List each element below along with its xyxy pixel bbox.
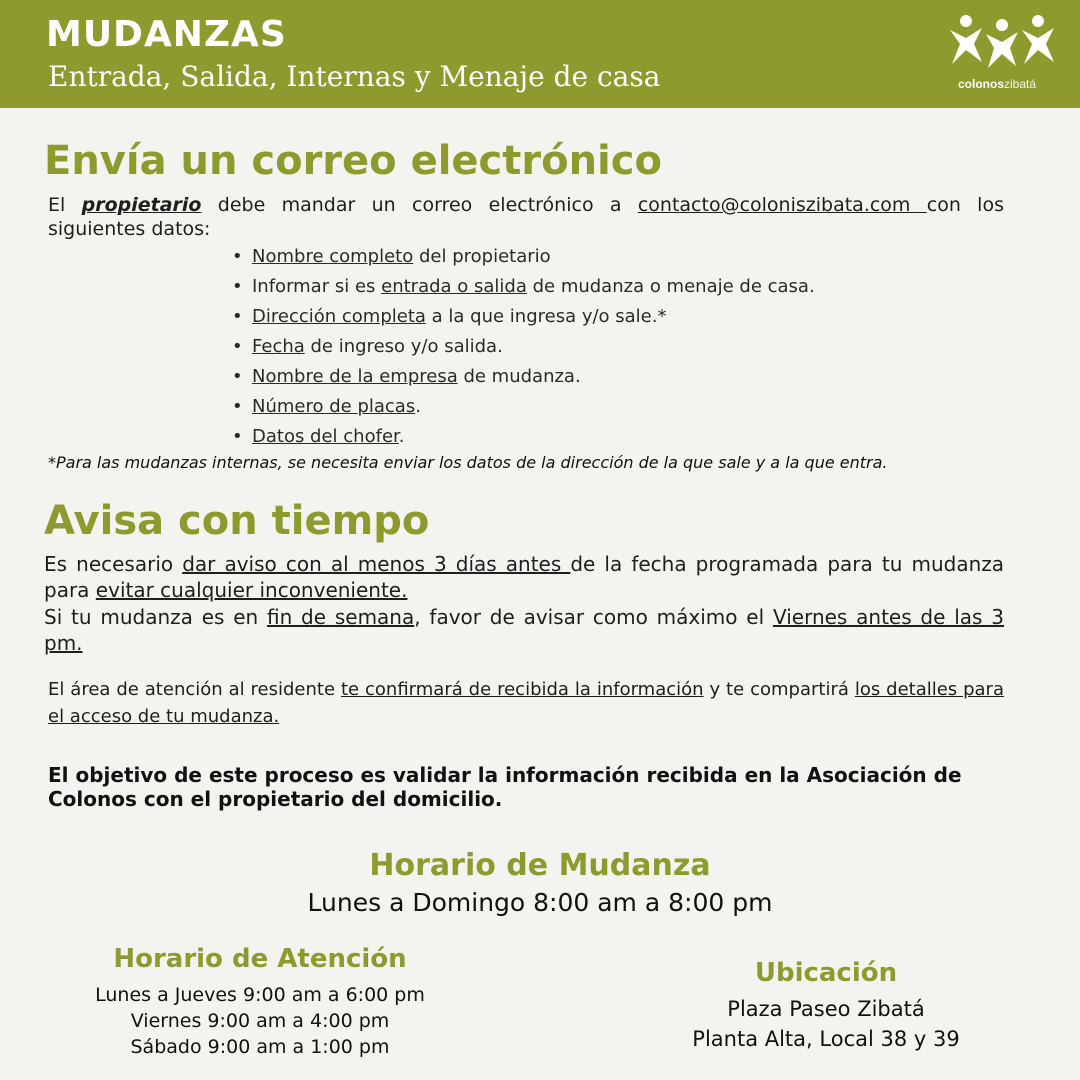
colonos-zibata-logo: [944, 14, 1060, 96]
intro-text: El: [48, 194, 82, 216]
para-text: Si tu mudanza es en: [44, 605, 267, 629]
item-emphasis: Datos del chofer: [252, 426, 399, 447]
notice-paragraph-3: [48, 676, 1004, 730]
list-item: [232, 393, 815, 423]
email-link[interactable]: contacto@coloniszibata.com: [637, 194, 927, 216]
item-text: del propietario: [413, 246, 551, 267]
item-text: Informar si es: [252, 276, 382, 297]
moving-schedule-hours: Lunes a Domingo 8:00 am a 8:00 pm: [307, 888, 773, 917]
list-item: [232, 303, 815, 333]
item-emphasis: Fecha: [252, 336, 305, 357]
notice-section-title: Avisa con tiempo: [44, 498, 430, 544]
item-text: de mudanza o menaje de casa.: [526, 276, 815, 297]
item-text: de mudanza.: [457, 366, 581, 387]
para-text: y te compartirá: [703, 679, 855, 700]
intro-text: debe mandar un correo electrónico a: [201, 194, 638, 216]
para-emphasis: fin de semana: [266, 605, 415, 629]
list-item: [232, 423, 815, 453]
email-section-title: Envía un correo electrónico: [44, 138, 662, 184]
item-emphasis: Nombre completo: [252, 246, 414, 267]
logo-text-bold: colonos: [958, 77, 1005, 91]
item-emphasis: Número de placas: [252, 396, 416, 417]
para-emphasis: te confirmará de recibida la información: [340, 679, 704, 700]
item-text: de ingreso y/o salida.: [304, 336, 503, 357]
item-emphasis: Dirección completa: [252, 306, 426, 327]
logo-wordmark: [958, 77, 1036, 91]
item-text: a la que ingresa y/o sale.*: [425, 306, 667, 327]
para-text: El área de atención al residente: [48, 679, 341, 700]
attention-line: Lunes a Jueves 9:00 am a 6:00 pm: [95, 984, 425, 1006]
moving-schedule-title: Horario de Mudanza: [369, 848, 711, 883]
item-text: .: [415, 396, 421, 417]
people-logo-icon: [946, 14, 1058, 72]
location-title: Ubicación: [754, 958, 898, 988]
attention-schedule-hours: [40, 982, 480, 1060]
attention-line: Viernes 9:00 am a 4:00 pm: [130, 1010, 390, 1032]
owner-emphasis: propietario: [81, 194, 202, 216]
location-address: [626, 994, 1026, 1054]
para-text: , favor de avisar como máximo el: [414, 605, 773, 629]
item-emphasis: Nombre de la empresa: [252, 366, 458, 387]
para-emphasis: dar aviso con al menos 3 días antes: [182, 552, 571, 576]
objective-statement: El objetivo de este proceso es validar la información recibida en la Asociación de Colonos con el propietario del domicilio.: [48, 763, 962, 811]
email-intro: [48, 193, 1004, 241]
location-line: Plaza Paseo Zibatá: [727, 997, 925, 1021]
item-text: .: [398, 426, 405, 447]
intro-text: con los siguientes datos:: [48, 194, 1004, 240]
logo-text-light: zibatá: [1004, 77, 1037, 91]
para-text: Es necesario: [44, 552, 183, 576]
list-item: [232, 363, 815, 393]
notice-paragraph-2: [44, 604, 1004, 656]
required-data-list: [232, 243, 815, 453]
location-line: Planta Alta, Local 38 y 39: [692, 1027, 960, 1051]
list-item: [232, 243, 815, 273]
list-item: [232, 273, 815, 303]
item-emphasis: entrada o salida: [381, 276, 527, 297]
header-banner: [0, 0, 1080, 108]
para-emphasis: evitar cualquier inconveniente.: [95, 578, 408, 602]
para-text: de la fecha programada para tu mudanza para: [44, 552, 1004, 602]
internal-moves-note: *Para las mudanzas internas, se necesita enviar los datos de la dirección de la que sale y a la que entra.: [48, 453, 888, 472]
page-title: MUDANZAS: [46, 14, 287, 55]
notice-paragraph-1: [44, 551, 1004, 603]
attention-schedule-title: Horario de Atención: [113, 944, 407, 974]
para-emphasis: los detalles para el acceso de tu mudanza.: [48, 679, 1004, 727]
attention-line: Sábado 9:00 am a 1:00 pm: [130, 1036, 390, 1058]
list-item: [232, 333, 815, 363]
para-emphasis: Viernes antes de las 3 pm.: [44, 605, 1004, 655]
page-subtitle: Entrada, Salida, Internas y Menaje de casa: [48, 60, 661, 93]
